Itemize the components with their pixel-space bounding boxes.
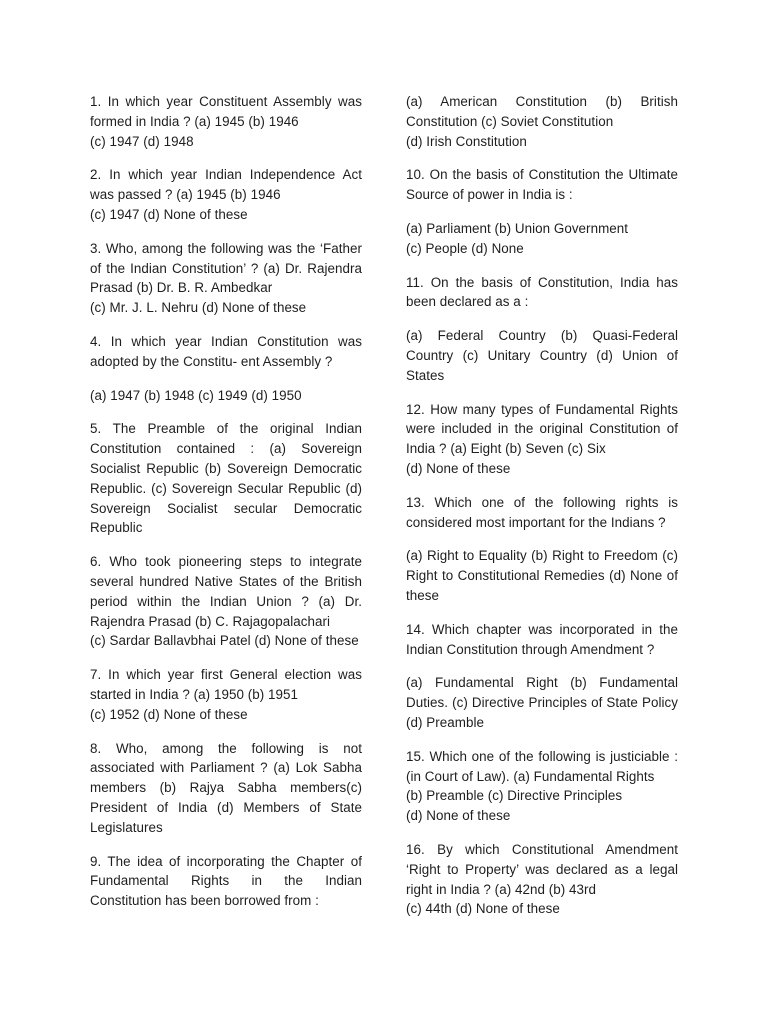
question-9-options: (a) American Constitution (b) British Constitution (c) Soviet Constitution (d) Irish Constitution bbox=[406, 94, 678, 149]
question-11-options: (a) Federal Country (b) Quasi-Federal Country (c) Unitary Country (d) Union of States bbox=[406, 328, 678, 383]
question-14: 14. Which chapter was incorporated in the Indian Constitution through Amendment ? bbox=[406, 621, 678, 657]
question-9: 9. The idea of incorporating the Chapter of Fundamental Rights in the Indian Constitution has been borrowed from : bbox=[90, 853, 362, 909]
question-10-options: (a) Parliament (b) Union Government (c) People (d) None bbox=[406, 220, 629, 256]
question-11: 11. On the basis of Constitution, India has been declared as a : bbox=[406, 274, 678, 310]
question-6: 6. Who took pioneering steps to integrate several hundred Native States of the British period within the Indian Union ? (a) Dr. Rajendra Prasad (b) C. Rajagopalachari (c) Sardar Ballavbhai Patel (d) None of these bbox=[90, 554, 362, 649]
question-4: 4. In which year Indian Constitution was adopted by the Constitu- ent Assembly ? bbox=[90, 333, 362, 369]
question-13-options: (a) Right to Equality (b) Right to Freedom (c) Right to Constitutional Remedies (d) None of these bbox=[406, 548, 678, 603]
question-5: 5. The Preamble of the original Indian Constitution contained : (a) Sovereign Socialist Republic (b) Sovereign Democratic Republic. (c) Sovereign Secular Republic (d) Sovereign Socialist secular Democratic Republic bbox=[90, 421, 362, 536]
question-4-options: (a) 1947 (b) 1948 (c) 1949 (d) 1950 bbox=[90, 387, 302, 403]
question-13: 13. Which one of the following rights is considered most important for the Indians ? bbox=[406, 494, 678, 530]
question-15: 15. Which one of the following is justiciable : (in Court of Law). (a) Fundamental Rights (b) Preamble (c) Directive Principles (d) None of these bbox=[406, 748, 678, 824]
question-8: 8. Who, among the following is not associated with Parliament ? (a) Lok Sabha members (b) Rajya Sabha members(c) President of India (d) Members of State Legislatures bbox=[90, 740, 362, 835]
right-column bbox=[406, 92, 678, 933]
left-column bbox=[90, 92, 362, 925]
question-14-options: (a) Fundamental Right (b) Fundamental Duties. (c) Directive Principles of State Policy (d) Preamble bbox=[406, 675, 678, 730]
question-16: 16. By which Constitutional Amendment ‘Right to Property’ was declared as a legal right in India ? (a) 42nd (b) 43rd (c) 44th (d) None of these bbox=[406, 841, 678, 917]
question-3: 3. Who, among the following was the ‘Father of the Indian Constitution’ ? (a) Dr. Rajendra Prasad (b) Dr. B. R. Ambedkar (c) Mr. J. L. Nehru (d) None of these bbox=[90, 240, 362, 316]
question-1: 1. In which year Constituent Assembly was formed in India ? (a) 1945 (b) 1946 (c) 1947 (d) 1948 bbox=[90, 94, 362, 149]
question-2: 2. In which year Indian Independence Act was passed ? (a) 1945 (b) 1946 (c) 1947 (d) None of these bbox=[90, 167, 362, 222]
question-12: 12. How many types of Fundamental Rights were included in the original Constitution of India ? (a) Eight (b) Seven (c) Six (d) None of these bbox=[406, 401, 678, 476]
question-10: 10. On the basis of Constitution the Ultimate Source of power in India is : bbox=[406, 167, 678, 203]
question-7: 7. In which year first General election was started in India ? (a) 1950 (b) 1951 (c) 1952 (d) None of these bbox=[90, 667, 362, 722]
